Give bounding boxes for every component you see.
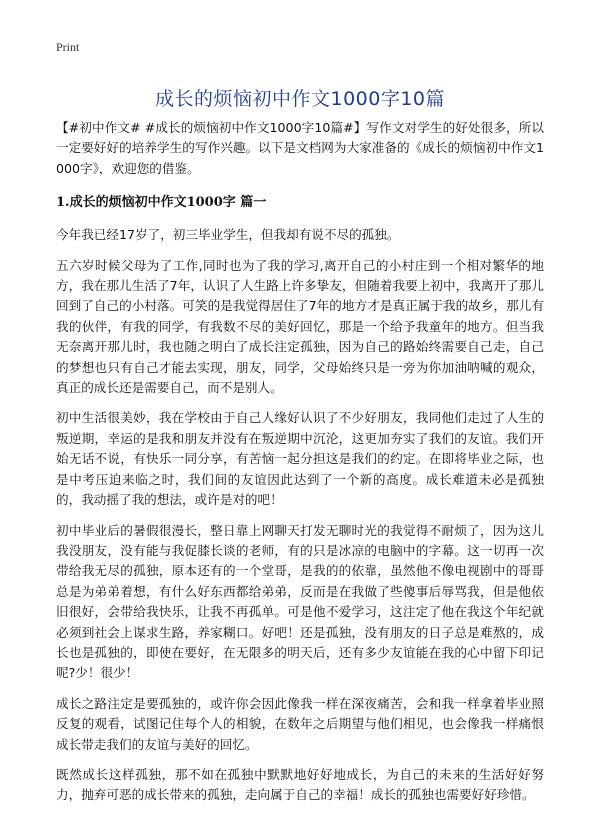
document-title: 成长的烦恼初中作文1000字10篇	[154, 88, 446, 110]
paragraph-6: 既然成长这样孤独，那不如在孤独中默默地好好地成长，为自己的未来的生活好好努力，抛弃可恶的成长带来的孤独，走向属于自己的幸福！成长的孤独也需要好好珍惜。	[56, 766, 544, 803]
paragraph-4: 初中毕业后的暑假很漫长，整日靠上网聊天打发无聊时光的我觉得不耐烦了，因为这儿我没朋友，没有能与我促膝长谈的老师，有的只是冰凉的电脑中的字幕。这一切再一次带给我无尽的孤独，原本还有的一个堂哥，是我的的依靠，虽然他不像电视剧中的哥哥总是为弟弟着想，有什么好东西都给弟弟，反而是在我做了些傻事后辱骂我，但是他依旧很好，会带给我快乐，让我不再孤单。可是他不爱学习，这注定了他在我这个年纪就必须到社会上谋求生路，养家糊口。好吧！还是孤独，没有朋友的日子总是难熬的，成长也是孤独的，即使在要好，在无限多的明天后，还有多少友谊能在我的心中留下印记呢?少！很少！	[56, 522, 544, 681]
paragraph-3: 初中生活很美妙，我在学校由于自己人缘好认识了不少好朋友，我同他们走过了人生的叛逆期，幸运的是我和朋友并没有在叛逆期中沉沦，这更加夯实了我们的友谊。我们开始无话不说，有快乐一同分享，有苦恼一起分担这是我们的约定。在即将毕业之际，也是中考压迫来临之时，我们间的友谊因此达到了一个新的高度。成长难道未必是孤独的，我动摇了我的想法，或许是对的吧！	[56, 410, 544, 508]
paragraph-1: 今年我已经17岁了，初三毕业学生，但我却有说不尽的孤独。	[56, 227, 400, 243]
paragraph-5: 成长之路注定是要孤独的，或许你会因此像我一样在深夜痛苦，会和我一样拿着毕业照反复的观看，试图记住每个人的相貌，在数年之后期望与他们相见，也会像我一样痛恨成长带走我们的友谊与美好的回忆。	[56, 695, 544, 752]
print-label: Print	[56, 40, 80, 54]
intro-paragraph: 【#初中作文# #成长的烦恼初中作文1000字10篇#】写作文对学生的好处很多，所以一定要好好的培养学生的写作兴趣。以下是文档网为大家准备的《成长的烦恼初中作文1000字》，欢迎您的借鉴。	[56, 120, 544, 176]
section-heading: 1.成长的烦恼初中作文1000字 篇一	[56, 195, 267, 211]
paragraph-2: 五六岁时候父母为了工作,同时也为了我的学习,离开自己的小村庄到一个相对繁华的地方，我在那儿生活了7年，认识了人生路上许多挚友，但随着我要上初中，我离开了那儿回到了自己的小村落。可笑的是我觉得居住了7年的地方才是真正属于我的故乡，那儿有我的伙伴，有我的同学，有我数不尽的美好回忆，那是一个给予我童年的地方。但当我无奈离开那儿时，我也随之明白了成长注定孤独，因为自己的路始终需要自己走，自己的梦想也只有自己才能去实现，朋友，同学，父母始终只是一旁为你加油呐喊的观众，真正的成长还是需要自己，而不是别人。	[56, 257, 544, 396]
document-body	[56, 118, 544, 816]
